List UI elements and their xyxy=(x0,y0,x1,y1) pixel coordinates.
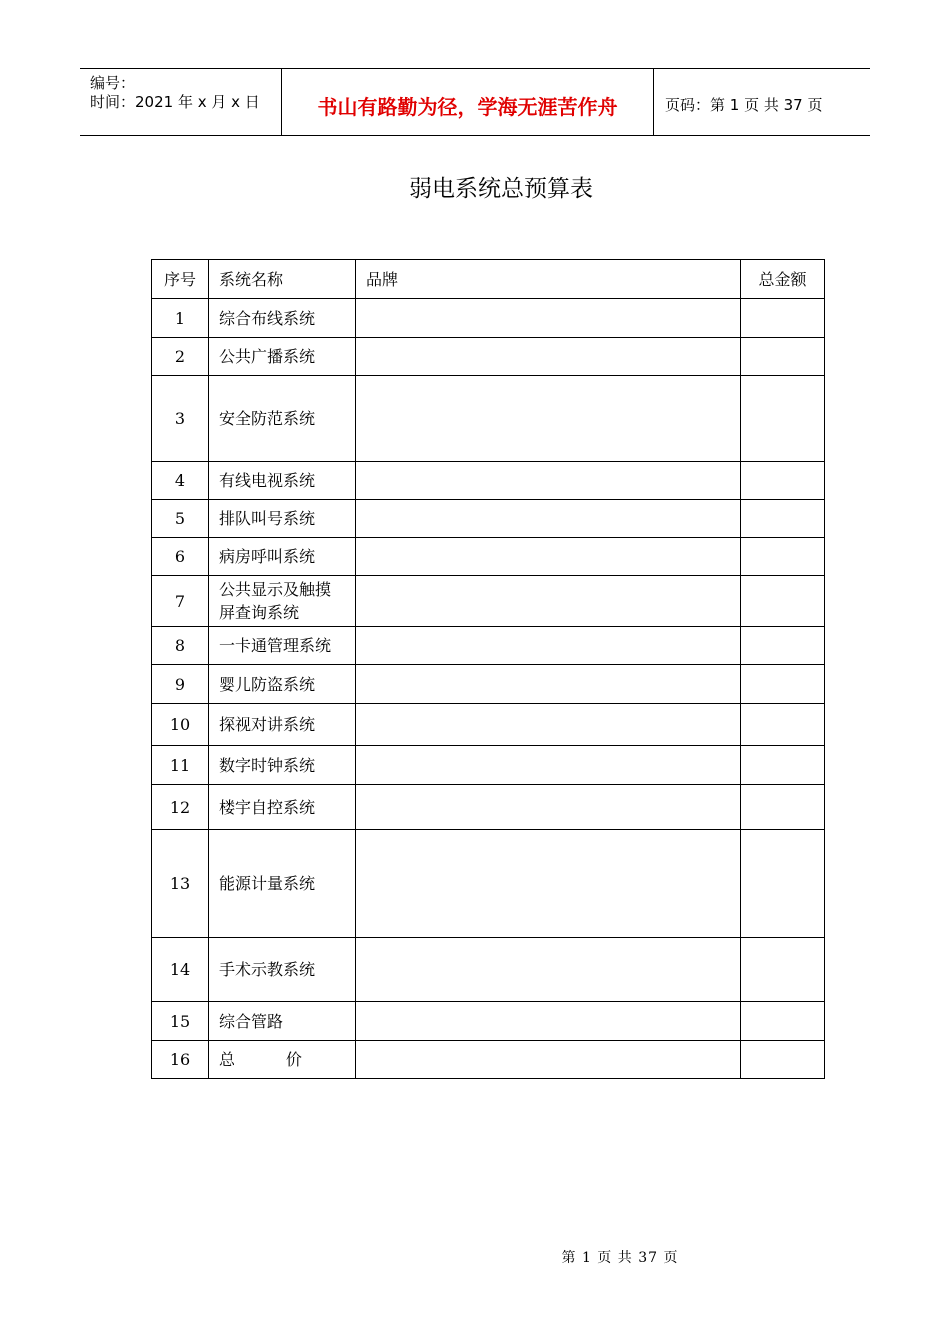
row-brand-cell xyxy=(356,376,741,462)
row-system-name-cell: 总 价 xyxy=(209,1041,356,1079)
row-number-cell: 8 xyxy=(152,627,209,665)
row-amount-cell xyxy=(741,299,825,338)
row-system-name-cell: 综合管路 xyxy=(209,1002,356,1041)
table-row xyxy=(152,299,825,338)
row-brand-cell xyxy=(356,785,741,830)
row-system-name-cell: 有线电视系统 xyxy=(209,462,356,500)
row-brand-cell xyxy=(356,576,741,627)
row-number-cell: 10 xyxy=(152,704,209,746)
document-title: 弱电系统总预算表 xyxy=(409,176,593,202)
row-number-cell: 5 xyxy=(152,500,209,538)
header-page-info: 页码：第 1 页 共 37 页 xyxy=(665,96,823,114)
table-row xyxy=(152,665,825,704)
row-amount-cell xyxy=(741,704,825,746)
row-system-name-cell: 综合布线系统 xyxy=(209,299,356,338)
row-brand-cell xyxy=(356,830,741,938)
table-row xyxy=(152,500,825,538)
row-amount-cell xyxy=(741,785,825,830)
row-amount-cell xyxy=(741,376,825,462)
row-system-name-cell: 楼宇自控系统 xyxy=(209,785,356,830)
row-system-name-cell: 数字时钟系统 xyxy=(209,746,356,785)
table-row xyxy=(152,785,825,830)
row-system-name-cell: 安全防范系统 xyxy=(209,376,356,462)
table-row xyxy=(152,462,825,500)
table-row xyxy=(152,338,825,376)
row-amount-cell xyxy=(741,462,825,500)
row-amount-cell xyxy=(741,576,825,627)
row-system-name-cell: 一卡通管理系统 xyxy=(209,627,356,665)
row-system-name-cell: 病房呼叫系统 xyxy=(209,538,356,576)
header-meta-cell xyxy=(80,69,282,135)
row-number-cell: 14 xyxy=(152,938,209,1002)
table-row xyxy=(152,576,825,627)
row-number-cell: 7 xyxy=(152,576,209,627)
row-brand-cell xyxy=(356,462,741,500)
table-row xyxy=(152,938,825,1002)
row-brand-cell xyxy=(356,704,741,746)
row-number-cell: 6 xyxy=(152,538,209,576)
table-row xyxy=(152,538,825,576)
row-amount-cell xyxy=(741,830,825,938)
row-brand-cell xyxy=(356,665,741,704)
budget-table xyxy=(151,259,825,1079)
table-row xyxy=(152,1002,825,1041)
page-header xyxy=(80,68,870,136)
header-cell-system-name: 系统名称 xyxy=(209,260,356,299)
row-number-cell: 15 xyxy=(152,1002,209,1041)
row-amount-cell xyxy=(741,627,825,665)
header-page-cell xyxy=(654,69,870,135)
table-row xyxy=(152,830,825,938)
header-cell-brand: 品牌 xyxy=(356,260,741,299)
row-amount-cell xyxy=(741,1002,825,1041)
row-number-cell: 3 xyxy=(152,376,209,462)
row-amount-cell xyxy=(741,938,825,1002)
row-system-name-cell: 婴儿防盗系统 xyxy=(209,665,356,704)
header-cell-total-amount: 总金额 xyxy=(741,260,825,299)
page-footer: 第 1 页 共 37 页 xyxy=(561,1250,679,1266)
row-number-cell: 1 xyxy=(152,299,209,338)
row-system-name-cell: 手术示教系统 xyxy=(209,938,356,1002)
table-row xyxy=(152,627,825,665)
row-brand-cell xyxy=(356,299,741,338)
row-brand-cell xyxy=(356,338,741,376)
table-row xyxy=(152,1041,825,1079)
row-brand-cell xyxy=(356,1002,741,1041)
row-number-cell: 9 xyxy=(152,665,209,704)
row-amount-cell xyxy=(741,538,825,576)
row-number-cell: 12 xyxy=(152,785,209,830)
row-brand-cell xyxy=(356,538,741,576)
row-amount-cell xyxy=(741,338,825,376)
motto-text: 书山有路勤为径，学海无涯苦作舟 xyxy=(317,95,618,119)
row-number-cell: 11 xyxy=(152,746,209,785)
row-number-cell: 2 xyxy=(152,338,209,376)
row-number-cell: 4 xyxy=(152,462,209,500)
row-number-cell: 16 xyxy=(152,1041,209,1079)
table-row xyxy=(152,746,825,785)
header-motto-cell xyxy=(282,69,654,135)
row-brand-cell xyxy=(356,938,741,1002)
row-number-cell: 13 xyxy=(152,830,209,938)
row-brand-cell xyxy=(356,500,741,538)
row-amount-cell xyxy=(741,746,825,785)
document-code-label: 编号： xyxy=(90,74,136,92)
row-system-name-cell: 排队叫号系统 xyxy=(209,500,356,538)
table-header-row xyxy=(152,260,825,299)
document-time-label: 时间：2021 年 x 月 x 日 xyxy=(90,93,260,111)
row-system-name-cell: 公共广播系统 xyxy=(209,338,356,376)
header-cell-number: 序号 xyxy=(152,260,209,299)
row-amount-cell xyxy=(741,500,825,538)
table-row xyxy=(152,376,825,462)
row-system-name-cell: 探视对讲系统 xyxy=(209,704,356,746)
row-brand-cell xyxy=(356,746,741,785)
row-system-name-cell: 公共显示及触摸屏查询系统 xyxy=(209,576,356,627)
row-amount-cell xyxy=(741,665,825,704)
row-system-name-cell: 能源计量系统 xyxy=(209,830,356,938)
row-brand-cell xyxy=(356,627,741,665)
row-brand-cell xyxy=(356,1041,741,1079)
table-row xyxy=(152,704,825,746)
row-amount-cell xyxy=(741,1041,825,1079)
